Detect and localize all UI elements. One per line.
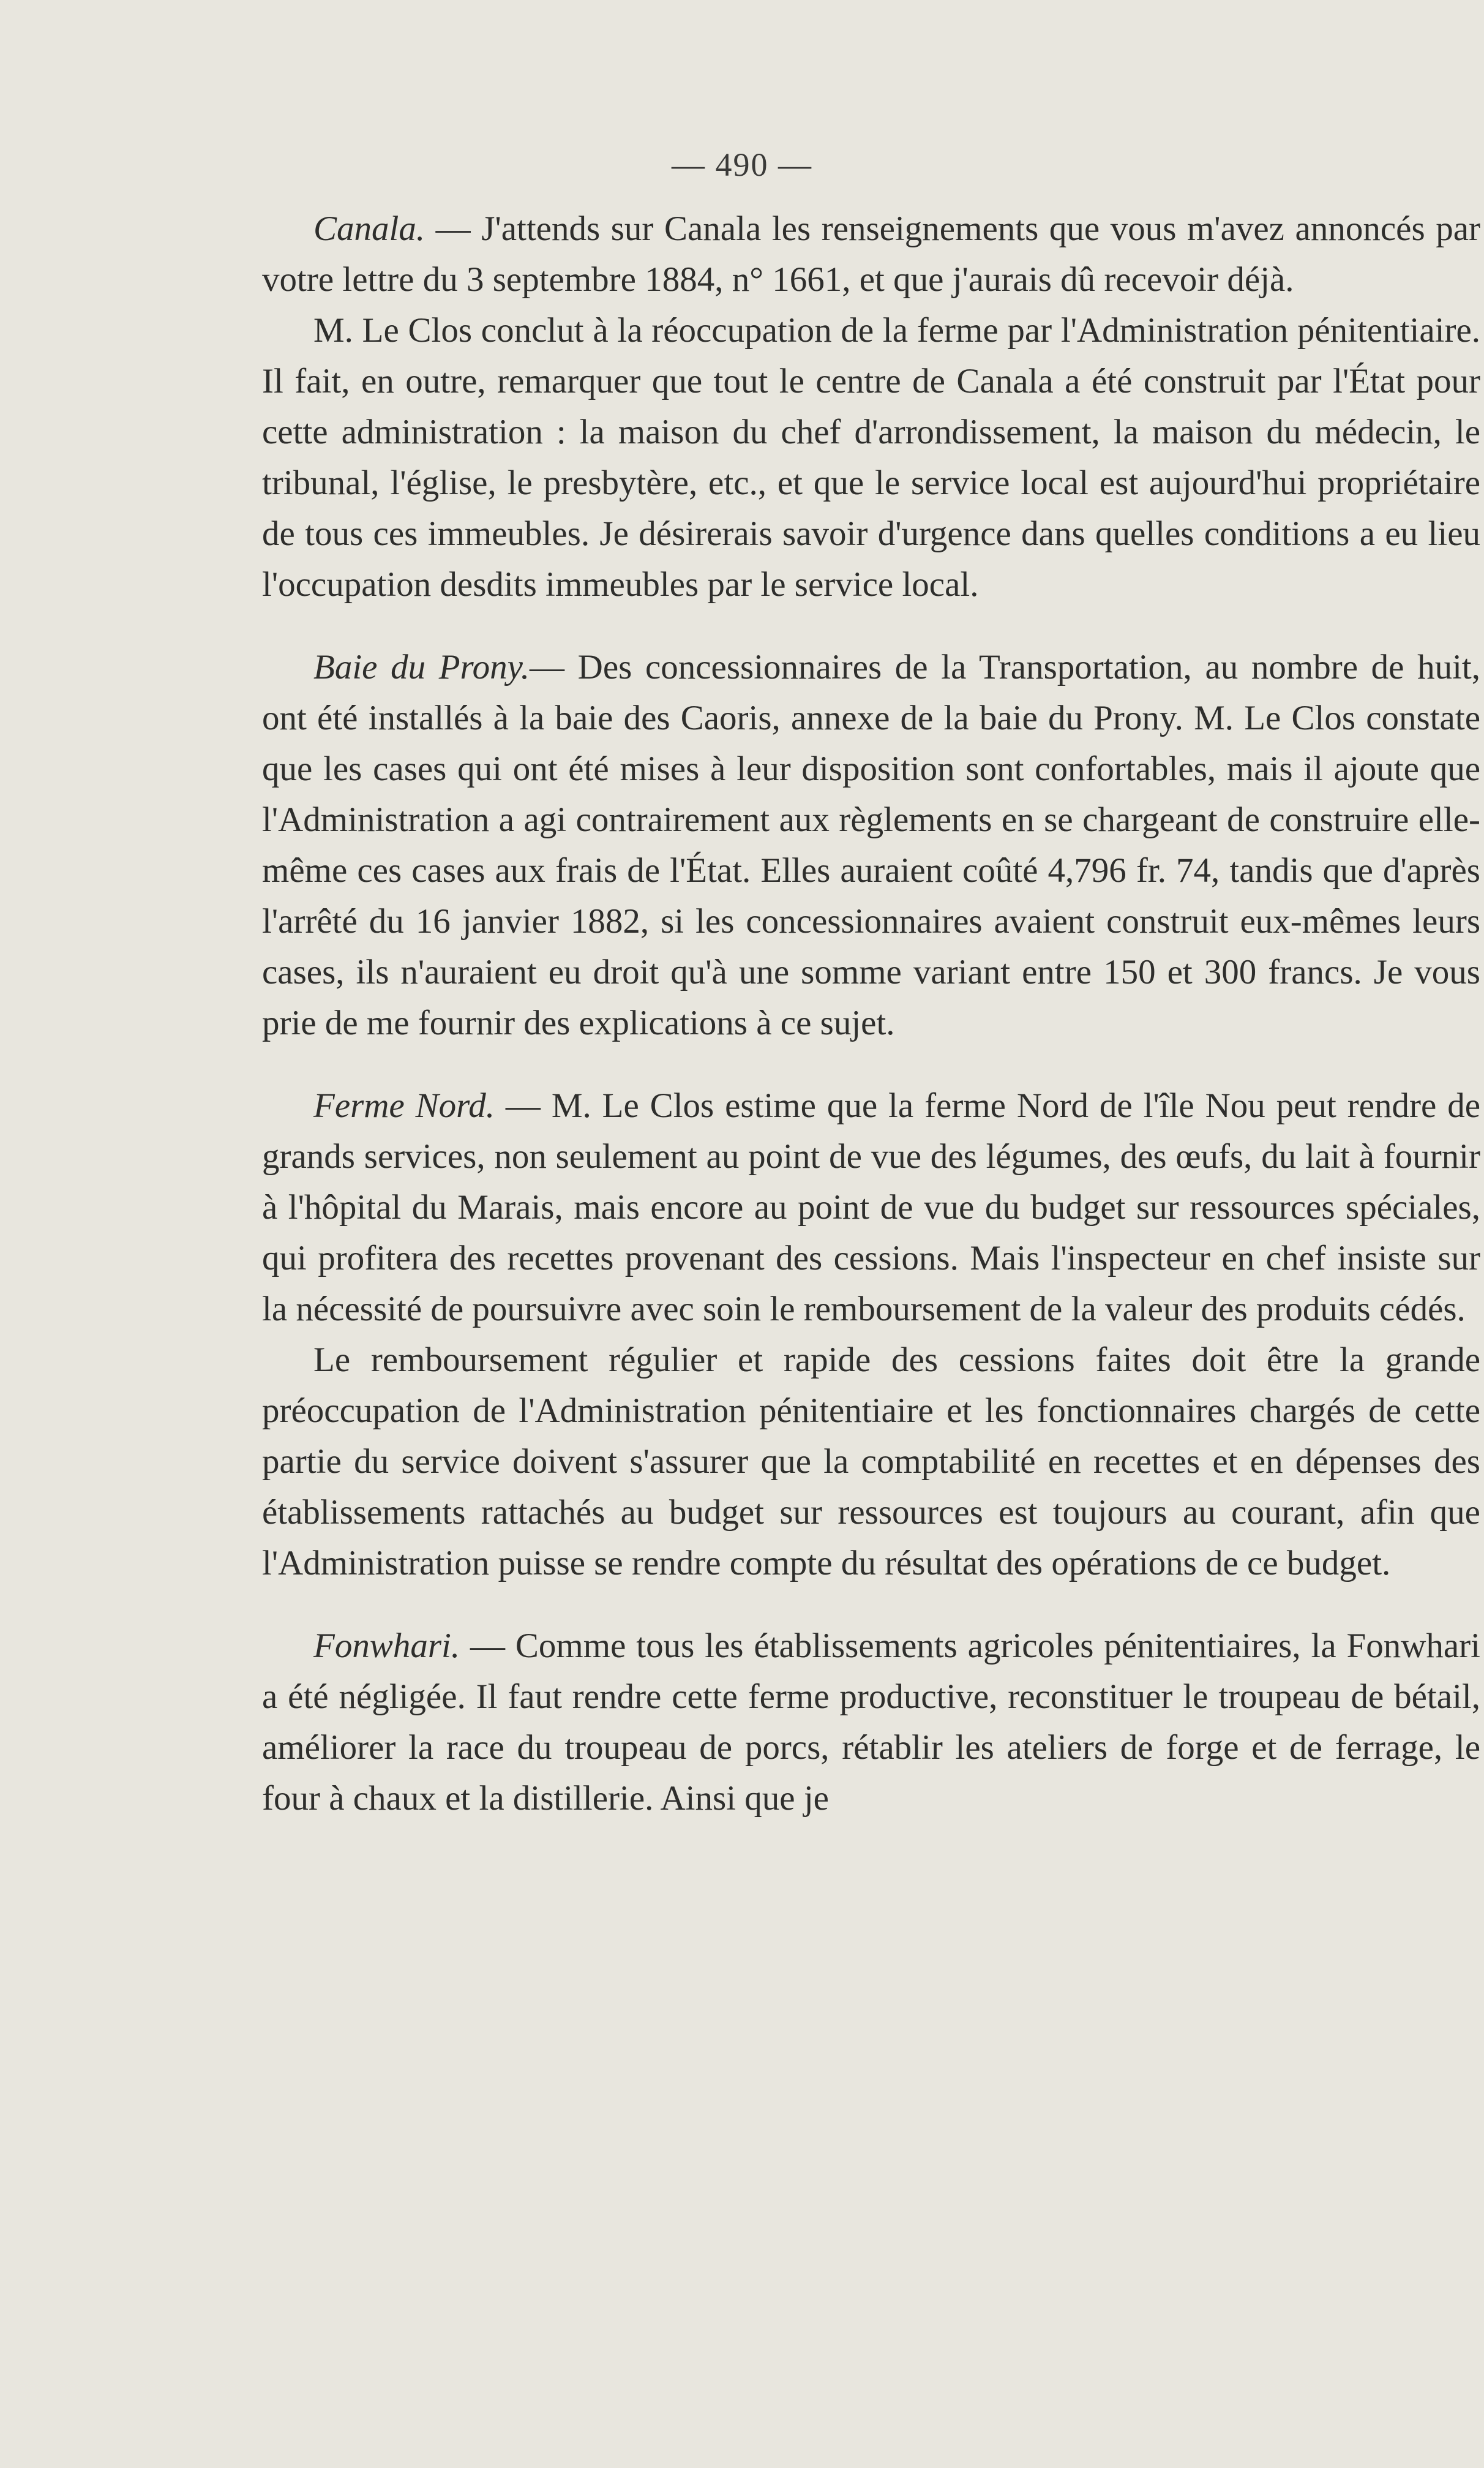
paragraph-text: — Des concessionnaires de la Transportation, au nombre de huit, ont été installés à la baie des Caoris, annexe de la baie du Prony. M. Le Clos constate que les cases qui ont été mises à leur disposition sont confortables, mais il ajoute que l'Administration a agi contrairement aux règlements en se chargeant de construire elle-même ces cases aux frais de l'État. Elles auraient coûté 4,796 fr. 74, tandis que d'après l'arrêté du 16 janvier 1882, si les concessionnaires avaient construit eux-mêmes leurs cases, ils n'auraient eu droit qu'à une somme variant entre 150 et 300 francs. Je vous prie de me fournir des explications à ce sujet. bbox=[262, 648, 1480, 1042]
paragraph-canala bbox=[262, 203, 1480, 305]
paragraph-heading: Canala. bbox=[313, 209, 425, 248]
paragraph-fonwhari bbox=[262, 1620, 1480, 1824]
paragraph-baie-du-prony bbox=[262, 642, 1480, 1048]
paragraph-remboursement bbox=[262, 1334, 1480, 1589]
paragraph-text: — Comme tous les établissements agricoles pénitentiaires, la Fonwhari a été négligée. Il faut rendre cette ferme productive, reconstituer le troupeau de bétail, améliorer la race du troupeau de porcs, rétablir les ateliers de forge et de ferrage, le four à chaux et la distillerie. Ainsi que je bbox=[262, 1627, 1480, 1818]
body-text bbox=[262, 203, 1480, 1824]
paragraph-heading: Baie du Prony. bbox=[313, 648, 530, 687]
paragraph-text: — J'attends sur Canala les renseignements que vous m'avez annoncés par votre lettre du 3 septembre 1884, n° 1661, et que j'aurais dû recevoir déjà. bbox=[262, 209, 1480, 299]
paragraph-ferme-nord bbox=[262, 1080, 1480, 1334]
paragraph-text: — M. Le Clos estime que la ferme Nord de l'île Nou peut rendre de grands services, non seulement au point de vue des légumes, des œufs, du lait à fournir à l'hôpital du Marais, mais encore au point de vue du budget sur ressources spéciales, qui profitera des recettes provenant des cessions. Mais l'inspecteur en chef insiste sur la nécessité de poursuivre avec soin le remboursement de la valeur des produits cédés. bbox=[262, 1086, 1480, 1328]
paragraph-heading: Fonwhari. bbox=[313, 1627, 460, 1665]
paragraph-le-clos-conclut bbox=[262, 305, 1480, 610]
paragraph-heading: Ferme Nord. bbox=[313, 1086, 495, 1125]
page-number: — 490 — bbox=[672, 146, 812, 183]
paragraph-text: M. Le Clos conclut à la réoccupation de la ferme par l'Administration pénitentiaire. Il fait, en outre, remarquer que tout le centre de Canala a été construit par l'État pour cette administration : la maison du chef d'arrondissement, la maison du médecin, le tribunal, l'église, le presbytère, etc., et que le service local est aujourd'hui propriétaire de tous ces immeubles. Je désirerais savoir d'urgence dans quelles conditions a eu lieu l'occupation desdits immeubles par le service local. bbox=[262, 311, 1480, 604]
paragraph-text: Le remboursement régulier et rapide des cessions faites doit être la grande préoccupation de l'Administration pénitentiaire et les fonctionnaires chargés de cette partie du service doivent s'assurer que la comptabilité en recettes et en dépenses des établissements rattachés au budget sur ressources est toujours au courant, afin que l'Administration puisse se rendre compte du résultat des opérations de ce budget. bbox=[262, 1341, 1480, 1582]
